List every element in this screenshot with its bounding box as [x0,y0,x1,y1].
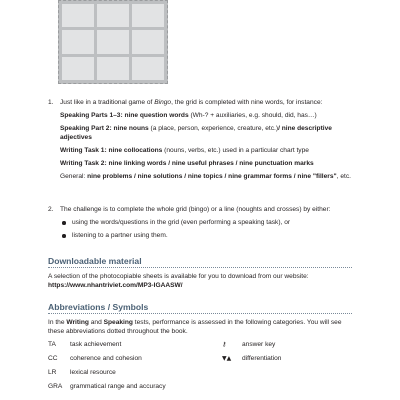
grid-cell [97,4,129,27]
abbr-code: LR [48,369,57,376]
grid-cell [132,57,164,80]
general-line: General: nine problems / nine solutions / nine topics / nine grammar forms / nine "fillers", etc. [60,173,351,180]
bingo-grid-image [58,0,168,84]
abbr-row [48,369,348,383]
triangles-icon: ▼▲ [222,355,232,362]
list-item-1 [48,98,368,181]
grid-cell [62,30,94,53]
bullet-item: listening to a partner using them. [60,231,368,240]
abbr-row [48,383,348,397]
grid-cell [62,57,94,80]
list-number: 1. [48,99,54,106]
list-item-2 [48,205,368,240]
section-divider [48,313,352,314]
item-1-intro: Just like in a traditional game of Bingo, the grid is completed with nine words, for instance: [60,99,323,106]
item-2-text: The challenge is to complete the whole grid (bingo) or a line (noughts and crosses) by either: [60,206,331,213]
abbr-row [48,355,348,369]
grid-cell [97,30,129,53]
abbr-desc: lexical resource [70,369,116,376]
abbr-code: TA [48,341,56,348]
download-link[interactable]: https://www.nhantriviet.com/MP3-IGAASW/ [48,282,183,289]
abbr-desc: task achievement [70,341,122,348]
grid-cell [97,57,129,80]
writing-task-2-line: Writing Task 2: nine linking words / nine useful phrases / nine punctuation marks [60,160,314,167]
abbreviations-intro: In the Writing and Speaking tests, performance is assessed in the following categories. You will see these abbreviations dotted throughout the book. [48,319,342,335]
abbr-desc: coherence and cohesion [70,355,142,362]
writing-task-1-line: Writing Task 1: nine collocations (nouns, verbs, etc.) used in a particular chart type [60,147,309,154]
abbr-desc: grammatical range and accuracy [70,383,166,390]
speaking-part-2-line: Speaking Part 2: nine nouns (a place, person, experience, creature, etc.)/ nine descriptive adjectives [60,125,332,141]
abbr-symbol-desc: differentiation [242,355,282,362]
grid-cell [62,4,94,27]
speaking-parts-line: Speaking Parts 1–3: nine question words (Wh-? + auxiliaries, e.g. should, did, has…) [60,112,317,119]
abbr-code: GRA [48,383,63,390]
abbr-row [48,341,348,355]
downloadable-title: Downloadable material [48,256,142,266]
grid-cell [132,4,164,27]
list-number: 2. [48,206,54,213]
grid-cell [132,30,164,53]
abbr-symbol-desc: answer key [242,341,276,348]
key-icon: ⚷ [222,341,227,348]
abbreviations-title: Abbreviations / Symbols [48,302,149,312]
abbr-code: CC [48,355,58,362]
downloadable-text: A selection of the photocopiable sheets is available for you to download from our website: https://www.nhantriviet.com/MP3-IGAASW/ [48,272,358,290]
section-divider [48,267,352,268]
bullet-item: using the words/questions in the grid (even performing a speaking task), or [60,218,368,227]
abbreviations-table [48,341,348,397]
